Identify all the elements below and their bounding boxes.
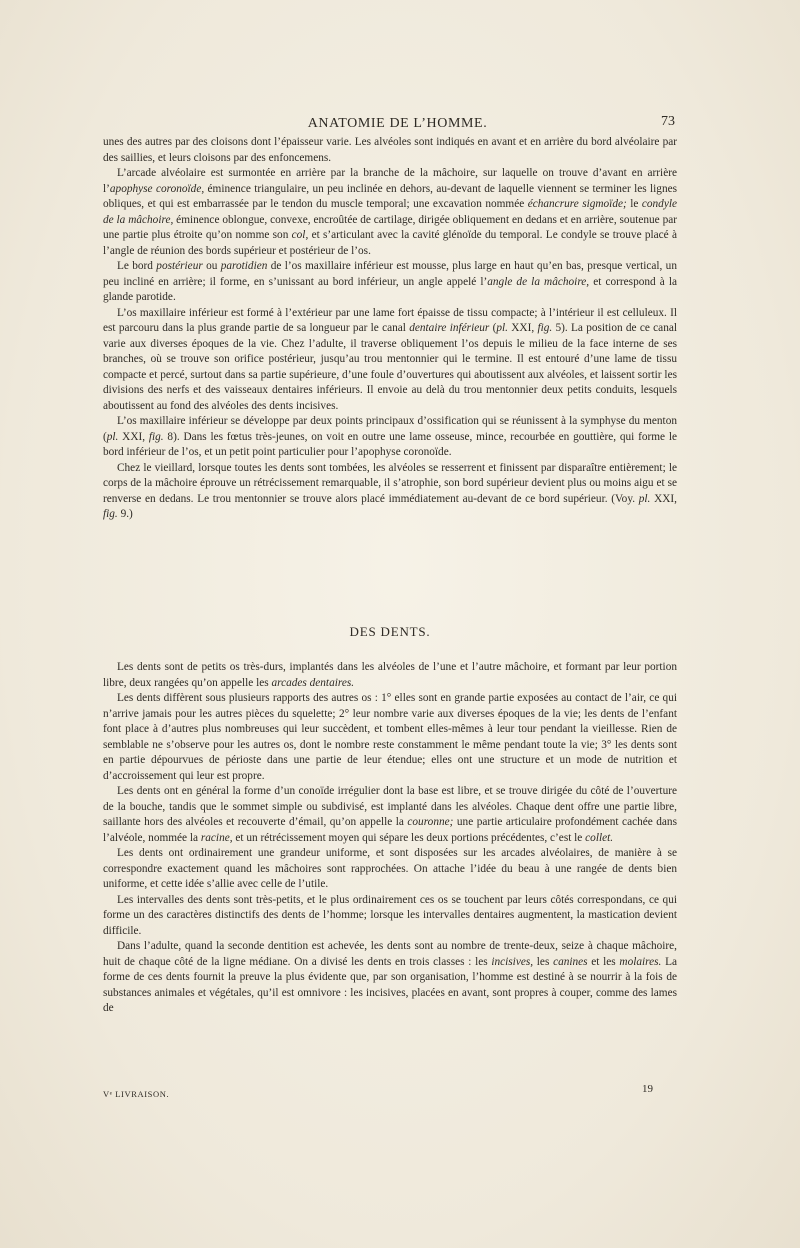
paragraph: L’os maxillaire inférieur se développe par deux points principaux d’ossification qui se réunissent à la symphyse du menton (pl. XXI, fig. 8). Dans les fœtus très-jeunes, on voit en outre une lame osseuse, mince, recourbée en gouttière, qui forme le bord inférieur de l’os, et un petit point particulier pour l’apophyse coronoïde. — [103, 415, 677, 458]
running-title: ANATOMIE DE L’HOMME. — [307, 116, 488, 131]
teeth-text-block — [103, 660, 677, 1017]
paragraph: Les dents ont en général la forme d’un conoïde irrégulier dont la base est libre, et se trouve dirigée du côté de l’ouverture de la bouche, tandis que le sommet simple ou subdivisé, est implanté dans les alvéoles. Chaque dent offre une partie libre, saillante hors des alvéoles et recouverte d’émail, qu’on appelle la couronne; une partie articulaire profondément cachée dans l’alvéole, nommée la racine, et un rétrécissement moyen qui sépare les deux portions précédentes, c’est le collet. — [103, 785, 677, 844]
mandible-text-block — [103, 135, 677, 523]
paragraph: Les dents ont ordinairement une grandeur uniforme, et sont disposées sur les arcades alvéolaires, de manière à se correspondre exactement quand les mâchoires sont rapprochées. On attache l’idée du beau à une rangée de dents bien uniforme, et cette idée s’allie avec celle de l’utile. — [103, 847, 677, 890]
livraison-signature: Vᵉ LIVRAISON. — [103, 1089, 170, 1099]
paragraph: unes des autres par des cloisons dont l’épaisseur varie. Les alvéoles sont indiqués en avant et en arrière du bord alvéolaire par des saillies, et leurs cloisons par des enfoncemens. — [103, 136, 677, 164]
paragraph: Dans l’adulte, quand la seconde dentition est achevée, les dents sont au nombre de trente-deux, seize à chaque mâchoire, huit de chaque côté de la ligne médiane. On a divisé les dents en trois classes : les incisives, les canines et les molaires. La forme de ces dents fournit la preuve la plus évidente que, par son organisation, l’homme est destiné à se nourrir à la fois de substances animales et végétales, qu’il est omnivore : les incisives, placées en avant, sont propres à couper, comme des lames de — [103, 940, 678, 1014]
signature-number: 19 — [642, 1083, 653, 1095]
paragraph: Les dents sont de petits os très-durs, implantés dans les alvéoles de l’une et l’autre mâchoire, et formant par leur portion libre, deux rangées qu’on appelle les arcades dentaires. — [103, 661, 677, 689]
paragraph: Chez le vieillard, lorsque toutes les dents sont tombées, les alvéoles se resserrent et finissent par disparaître entièrement; le corps de la mâchoire éprouve un rétrécissement remarquable, il s’atrophie, son bord supérieur devient plus ou moins aigu et se renverse en dedans. Le trou mentonnier se trouve alors placé immédiatement au-devant de ce bord supérieur. (Voy. pl. XXI, fig. 9.) — [103, 461, 677, 520]
paragraph: Le bord postérieur ou parotidien de l’os maxillaire inférieur est mousse, plus large en haut qu’en bas, presque vertical, un peu incliné en arrière; il forme, en s’unissant au bord inférieur, un angle appelé l’angle de la mâchoire, et correspond à la glande parotide. — [103, 260, 678, 303]
paragraph: Les intervalles des dents sont très-petits, et le plus ordinairement ces os se touchent par leurs côtés correspondans, ce qui forme un des caractères distinctifs des dents de l’homme; lorsque les intervalles dentaires augmentent, la mastication devient difficile. — [103, 893, 677, 937]
paragraph: L’arcade alvéolaire est surmontée en arrière par la branche de la mâchoire, sur laquelle on trouve d’avant en arrière l’apophyse coronoïde, éminence triangulaire, un peu inclinée en dehors, au-devant de laquelle viennent se terminer les lignes obliques, et qui est embarrassée par le tendon du muscle temporal; une excavation nommée échancrure sigmoïde; le condyle de la mâchoire, éminence oblongue, convexe, encroûtée de cartilage, dirigée obliquement en dedans et en arrière, soutenue par une partie plus étroite qu’on nomme son col, et s’articulant avec la cavité glénoïde du temporal. Le condyle se trouve placé à l’angle de réunion des bords supérieur et postérieur de l’os. — [103, 167, 678, 257]
page-number: 73 — [661, 114, 675, 129]
page-footer — [103, 1083, 677, 1103]
paragraph: L’os maxillaire inférieur est formé à l’extérieur par une lame fort épaisse de tissu compacte; à l’intérieur il est celluleux. Il est parcouru dans la plus grande partie de sa longueur par le canal dentaire inférieur (pl. XXI, fig. 5). La position de ce canal varie aux diverses époques de la vie. Chez l’adulte, il traverse obliquement l’os depuis le milieu de la face interne de ses branches, où se trouve son orifice postérieur, jusqu’au trou mentonnier qui le termine. Il est entouré d’une lame de tissu compacte et percé, surtout dans sa partie supérieure, d’une foule d’ouvertures qui aboutissent aux alvéoles, et laissent sortir les divisions des nerfs et des vaisseaux dentaires inférieurs. Il envoie au delà du trou mentonnier deux petits conduits, lesquels aboutissent au fond des alvéoles des dents incisives. — [103, 306, 677, 412]
page-header — [120, 116, 675, 136]
section-heading: DES DENTS. — [349, 624, 431, 639]
paragraph: Les dents diffèrent sous plusieurs rapports des autres os : 1° elles sont en grande partie exposées au contact de l’air, ce qui n’arrive jamais pour les autres pièces du squelette; 2° leur nombre varie aux diverses époques de la vie; les dents de l’enfant font place à d’autres plus nombreuses qui leur succèdent, et tombent elles-mêmes à leur tour pendant la vieillesse. Rien de semblable ne s’observe pour les autres os, dont le nombre reste constamment le même pendant toute la vie; 3° les dents sont en partie dépourvues de périoste dans une partie de leur étendue; elles ont une structure et un mode de nutrition et d’accroissement qui leur est propre. — [103, 692, 677, 782]
